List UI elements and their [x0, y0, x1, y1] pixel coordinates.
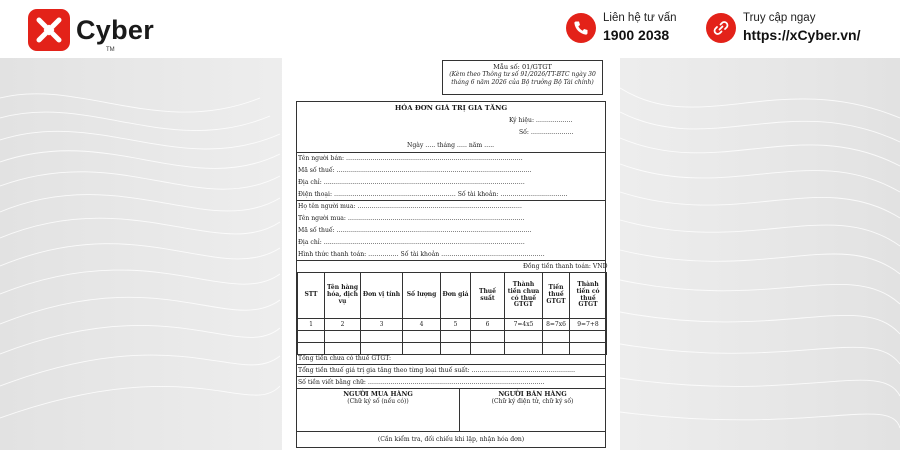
seller-signature-block — [459, 388, 606, 431]
col-header-quantity: Số lượng — [403, 273, 441, 319]
hotline-number: 1900 2038 — [603, 27, 670, 43]
table-header-row — [298, 273, 607, 319]
buyer-tax-code: Mã số thuế: …………………………………………………………………………………… — [298, 227, 532, 234]
form-legal-note-line1: (Kèm theo Thông tư số 91/2026/TT-BTC ngày 30 — [449, 71, 596, 79]
divider — [297, 364, 605, 365]
form-number: Mẫu số: 01/GTGT — [493, 63, 552, 71]
x-logo-icon — [28, 9, 70, 51]
invoice-symbol: Ký hiệu: ……………… — [509, 117, 573, 124]
header-bar — [0, 0, 900, 58]
amount-in-words: Số tiền viết bằng chữ: …………………………………………………………………………… — [298, 379, 545, 386]
divider — [297, 376, 605, 377]
invoice-date: Ngày ….. tháng ….. năm ….. — [407, 142, 495, 149]
divider — [297, 152, 605, 153]
col-header-stt: STT — [298, 273, 325, 319]
buyer-full-name: Họ tên người mua: ……………………………………………………………………… — [298, 203, 522, 210]
table-cell: 1 — [298, 319, 325, 331]
link-icon — [706, 13, 736, 43]
seller-signature-note: (Chữ ký điện tử, chữ ký số) — [491, 398, 574, 405]
invoice-title: HÓA ĐƠN GIÁ TRỊ GIA TĂNG — [394, 104, 508, 112]
table-row — [298, 331, 607, 343]
seller-address: Địa chỉ: ……………………………………………………………………………………… — [298, 179, 525, 186]
payment-method: Hình thức thanh toán: …………… Số tài khoản …………………………………………… — [298, 251, 545, 258]
invoice-document — [282, 58, 620, 450]
table-row — [298, 343, 607, 355]
form-number-box — [442, 60, 603, 95]
table-cell: 5 — [441, 319, 471, 331]
invoice-footer-note: (Cần kiểm tra, đối chiếu khi lập, nhận hóa đơn) — [377, 436, 525, 443]
table-cell: 9=7+8 — [570, 319, 607, 331]
total-vat-by-rate: Tổng tiền thuế giá trị gia tăng theo từng loại thuế suất: …………………………………………… — [298, 367, 576, 374]
brand-name: Cyber — [76, 14, 155, 45]
buyer-address: Địa chỉ: ……………………………………………………………………………………… — [298, 239, 525, 246]
table-cell: 6 — [471, 319, 505, 331]
divider — [297, 431, 605, 432]
invoice-frame — [296, 101, 606, 448]
table-cell: 2 — [325, 319, 361, 331]
divider — [297, 260, 605, 261]
seller-phone-account: Điện thoại: …………………………………………………… Số tài khoản: …………………………… — [298, 191, 568, 198]
table-cell: 7=4x5 — [505, 319, 543, 331]
hotline-label: Liên hệ tư vấn — [603, 12, 677, 24]
seller-name: Tên người bán: …………………………………………………………………………… — [298, 155, 523, 162]
col-header-unit: Đơn vị tính — [361, 273, 403, 319]
buyer-signature-block — [297, 388, 459, 431]
form-legal-note-line2: tháng 6 năm 2026 của Bộ trưởng Bộ Tài chính) — [451, 79, 594, 87]
table-cell: 8=7x6 — [543, 319, 570, 331]
payment-currency: Đồng tiền thanh toán: VND — [523, 263, 608, 270]
divider — [297, 200, 605, 201]
table-cell: 4 — [403, 319, 441, 331]
col-header-unit-price: Đơn giá — [441, 273, 471, 319]
col-header-tax-rate: Thuế suất — [471, 273, 505, 319]
website-label: Truy cập ngay — [743, 12, 816, 24]
goods-table — [297, 272, 607, 355]
table-row — [298, 319, 607, 331]
col-header-item-name: Tên hàng hóa, dịch vụ — [325, 273, 361, 319]
brand-logo[interactable] — [28, 10, 155, 53]
hotline-contact[interactable] — [566, 11, 677, 44]
buyer-signature-title: NGƯỜI MUA HÀNG — [343, 390, 413, 398]
buyer-name: Tên người mua: …………………………………………………………………………… — [298, 215, 525, 222]
seller-signature-title: NGƯỜI BÁN HÀNG — [498, 390, 567, 398]
invoice-number: Số: ………………… — [519, 129, 574, 136]
website-contact[interactable] — [706, 11, 860, 44]
total-pre-tax: Tổng tiền chưa có thuế GTGT: — [298, 355, 392, 362]
buyer-signature-note: (Chữ ký số (nếu có)) — [347, 398, 409, 405]
seller-tax-code: Mã số thuế: …………………………………………………………………………………… — [298, 167, 532, 174]
phone-icon — [566, 13, 596, 43]
col-header-amount-with-tax: Thành tiền có thuế GTGT — [570, 273, 607, 319]
col-header-amount-pre-tax: Thành tiền chưa có thuế GTGT — [505, 273, 543, 319]
table-cell: 3 — [361, 319, 403, 331]
trademark-mark: TM — [106, 47, 115, 53]
col-header-vat: Tiền thuế GTGT — [543, 273, 570, 319]
website-url: https://xCyber.vn/ — [743, 27, 861, 43]
